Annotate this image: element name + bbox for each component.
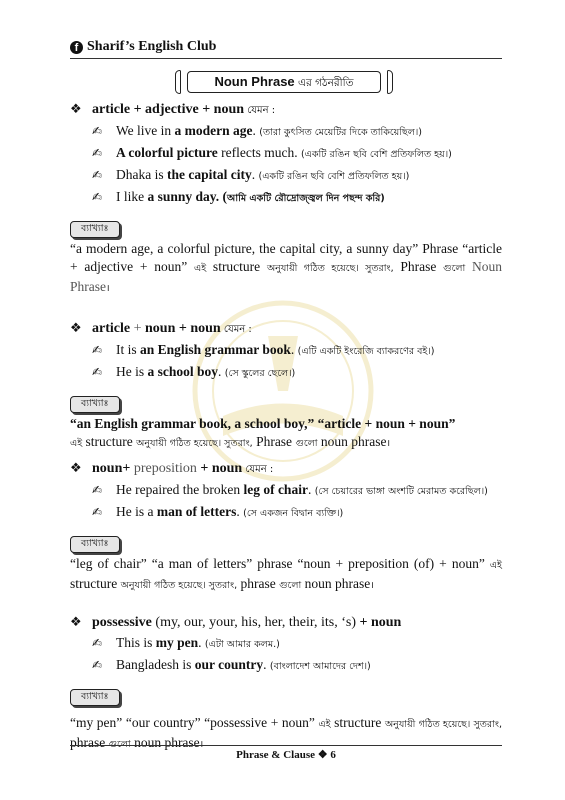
- example-item: ✍ We live in a modern age. (তারা কুৎসিত মেয়েটির দিকে তাকিয়েছিল।): [92, 123, 422, 138]
- explanation-text: “an English grammar book, a school boy,” “article + noun + noun” এই structure অনুযায়ী গঠিত হয়েছে। সুতরাং, Phrase গুলো noun phrase।: [70, 416, 456, 449]
- explanation-tag: ব্যাখ্যাঃ: [70, 689, 120, 706]
- page-footer: Phrase & Clause ❖ 6: [70, 745, 502, 763]
- explanation-text: “a modern age, a colorful picture, the capital city, a sunny day” Phrase “article + adjective + noun” এই structure অনুযায়ী গঠিত হয়েছে। সুতরাং, Phrase গুলো Noun Phrase।: [70, 241, 502, 294]
- example-item: ✍ He is a school boy. (সে স্কুলের ছেলে।): [92, 364, 296, 379]
- title-bracket-right: [387, 70, 393, 94]
- explanation-text: “leg of chair” “a man of letters” phrase “noun + preposition (of) + noun” এই structure অনুযায়ী গঠিত হয়েছে। সুতরাং, phrase গুলো noun phrase।: [70, 556, 502, 591]
- example-item: ✍ A colorful picture reflects much. (একটি রঙিন ছবি বেশি প্রতিফলিত হয়।): [92, 145, 452, 160]
- facebook-icon: f: [70, 41, 83, 54]
- explanation-tag: ব্যাখ্যাঃ: [70, 536, 120, 553]
- rule-heading: ❖ article + noun + noun যেমন :: [70, 321, 252, 336]
- diamond-bullet-icon: ❖: [70, 461, 82, 476]
- example-item: ✍ Bangladesh is our country. (বাংলাদেশ আমাদের দেশ।): [92, 657, 371, 672]
- pen-hand-icon: ✍: [92, 636, 103, 650]
- diamond-bullet-icon: ❖: [70, 321, 82, 336]
- rule-block-2: [70, 320, 502, 453]
- pen-hand-icon: ✍: [92, 483, 103, 497]
- diamond-bullet-icon: ❖: [70, 102, 82, 117]
- pen-hand-icon: ✍: [92, 190, 103, 204]
- explanation-tag: ব্যাখ্যাঃ: [70, 221, 120, 238]
- rule-block-3: [70, 460, 502, 595]
- explanation-text: “my pen” “our country” “possessive + noun” এই structure অনুযায়ী গঠিত হয়েছে। সুতরাং, phrase গুলো noun phrase।: [70, 715, 502, 750]
- pen-hand-icon: ✍: [92, 658, 103, 672]
- example-item: ✍ It is an English grammar book. (এটি একটি ইংরেজি ব্যাকরণের বই।): [92, 342, 435, 357]
- example-item: ✍ He is a man of letters. (সে একজন বিদ্বান ব্যক্তি।): [92, 504, 344, 519]
- diamond-bullet-icon: ❖: [70, 615, 82, 630]
- explanation-tag: ব্যাখ্যাঃ: [70, 396, 120, 413]
- title-bracket-left: [175, 70, 181, 94]
- rule-block-1: [70, 101, 502, 298]
- example-item: ✍ This is my pen. (এটা আমার কলম.): [92, 635, 280, 650]
- section-title-box: [175, 67, 393, 95]
- rule-block-4: [70, 614, 502, 754]
- club-name: Sharif’s English Club: [87, 39, 217, 54]
- pen-hand-icon: ✍: [92, 343, 103, 357]
- page-header: [70, 38, 502, 59]
- example-item: ✍ Dhaka is the capital city. (একটি রঙিন ছবি বেশি প্রতিফলিত হয়।): [92, 167, 410, 182]
- example-item: ✍ He repaired the broken leg of chair. (সে চেয়ারের ভাঙ্গা অংশটি মেরামত করেছিল।): [92, 482, 488, 497]
- example-item: ✍ I like a sunny day. (আমি একটি রৌদ্রোজ্জ্বল দিন পছন্দ করি): [92, 189, 385, 204]
- rule-heading: ❖ possessive (my, our, your, his, her, their, its, ‘s) + noun: [70, 615, 402, 630]
- pen-hand-icon: ✍: [92, 168, 103, 182]
- pen-hand-icon: ✍: [92, 124, 103, 138]
- rule-heading: ❖ noun+ preposition + noun যেমন :: [70, 461, 274, 476]
- pen-hand-icon: ✍: [92, 365, 103, 379]
- pen-hand-icon: ✍: [92, 505, 103, 519]
- pen-hand-icon: ✍: [92, 146, 103, 160]
- section-title: Noun Phrase এর গঠনরীতি: [187, 71, 381, 93]
- rule-heading: ❖ article + adjective + noun যেমন :: [70, 102, 276, 117]
